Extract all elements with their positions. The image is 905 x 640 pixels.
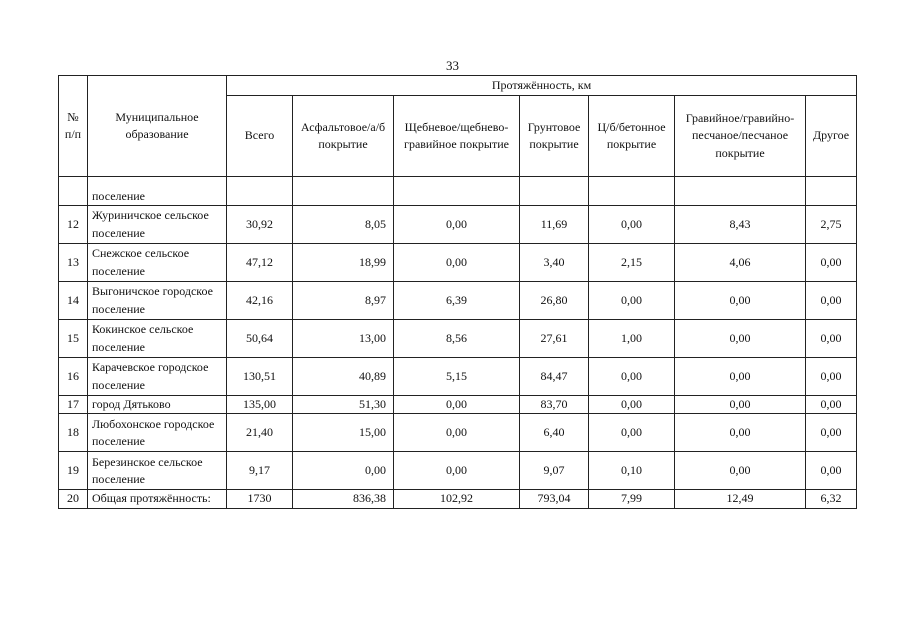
cell-asphalt: 51,30: [293, 396, 394, 414]
cell-total: 30,92: [227, 206, 293, 244]
table-row: [59, 320, 857, 358]
cell-gravel-sand: 4,06: [675, 244, 806, 282]
header-municipality: Муниципальное образование: [88, 76, 227, 177]
cell-municipality: город Дятьково: [88, 396, 227, 414]
cell-dirt: 3,40: [520, 244, 589, 282]
cell-other: 0,00: [806, 244, 857, 282]
cell-other: 2,75: [806, 206, 857, 244]
cell-gravel-crushed: 0,00: [394, 206, 520, 244]
cell-num: 17: [59, 396, 88, 414]
header-other: Другое: [806, 96, 857, 177]
cell-empty: [589, 177, 675, 206]
table-row: [59, 452, 857, 490]
cell-total: 47,12: [227, 244, 293, 282]
cell-gravel-crushed: 0,00: [394, 396, 520, 414]
cell-num: 14: [59, 282, 88, 320]
table-row-continuation: [59, 177, 857, 206]
cell-asphalt: 8,97: [293, 282, 394, 320]
cell-asphalt: 0,00: [293, 452, 394, 490]
cell-other: 0,00: [806, 282, 857, 320]
cell-asphalt: 40,89: [293, 358, 394, 396]
cell-gravel-sand: 0,00: [675, 358, 806, 396]
cell-dirt: 27,61: [520, 320, 589, 358]
cell-dirt: 6,40: [520, 414, 589, 452]
cell-concrete: 0,00: [589, 414, 675, 452]
cell-total: 130,51: [227, 358, 293, 396]
cell-num: 20: [59, 490, 88, 508]
cell-num: [59, 177, 88, 206]
cell-gravel-crushed: 6,39: [394, 282, 520, 320]
cell-empty: [227, 177, 293, 206]
cell-municipality: Выгоничское городское поселение: [88, 282, 227, 320]
table-row: [59, 358, 857, 396]
cell-municipality: Кокинское сельское поселение: [88, 320, 227, 358]
cell-municipality: поселение: [88, 177, 227, 206]
cell-asphalt: 8,05: [293, 206, 394, 244]
cell-concrete: 7,99: [589, 490, 675, 508]
cell-concrete: 0,00: [589, 396, 675, 414]
cell-gravel-crushed: 8,56: [394, 320, 520, 358]
table-row: [59, 282, 857, 320]
cell-gravel-sand: 0,00: [675, 452, 806, 490]
cell-municipality: Журиничское сельское поселение: [88, 206, 227, 244]
cell-gravel-sand: 0,00: [675, 282, 806, 320]
header-asphalt: Асфальтовое/а/б покрытие: [293, 96, 394, 177]
cell-gravel-crushed: 102,92: [394, 490, 520, 508]
cell-gravel-sand: 12,49: [675, 490, 806, 508]
cell-dirt: 26,80: [520, 282, 589, 320]
cell-gravel-crushed: 0,00: [394, 452, 520, 490]
cell-empty: [806, 177, 857, 206]
cell-municipality: Общая протяжённость:: [88, 490, 227, 508]
cell-municipality: Карачевское городское поселение: [88, 358, 227, 396]
cell-num: 15: [59, 320, 88, 358]
cell-concrete: 2,15: [589, 244, 675, 282]
cell-num: 13: [59, 244, 88, 282]
cell-dirt: 793,04: [520, 490, 589, 508]
cell-dirt: 84,47: [520, 358, 589, 396]
cell-empty: [520, 177, 589, 206]
road-length-table: [58, 75, 857, 509]
table-row-total: [59, 490, 857, 508]
table-row: [59, 414, 857, 452]
cell-concrete: 0,00: [589, 282, 675, 320]
cell-other: 0,00: [806, 396, 857, 414]
page-number: 33: [446, 58, 459, 73]
header-gravel-sand: Гравийное/гравийно-песчаное/песчаное покрытие: [675, 96, 806, 177]
cell-empty: [293, 177, 394, 206]
cell-total: 42,16: [227, 282, 293, 320]
cell-municipality: Снежское сельское поселение: [88, 244, 227, 282]
cell-gravel-crushed: 5,15: [394, 358, 520, 396]
cell-municipality: Березинское сельское поселение: [88, 452, 227, 490]
cell-total: 1730: [227, 490, 293, 508]
cell-dirt: 11,69: [520, 206, 589, 244]
cell-concrete: 0,00: [589, 358, 675, 396]
cell-gravel-sand: 8,43: [675, 206, 806, 244]
cell-concrete: 0,00: [589, 206, 675, 244]
table-row: [59, 206, 857, 244]
cell-empty: [394, 177, 520, 206]
cell-gravel-crushed: 0,00: [394, 244, 520, 282]
header-concrete: Ц/б/бетонное покрытие: [589, 96, 675, 177]
cell-municipality: Любохонское городское поселение: [88, 414, 227, 452]
cell-dirt: 9,07: [520, 452, 589, 490]
cell-gravel-sand: 0,00: [675, 396, 806, 414]
cell-dirt: 83,70: [520, 396, 589, 414]
cell-num: 16: [59, 358, 88, 396]
cell-num: 12: [59, 206, 88, 244]
table-row: [59, 396, 857, 414]
cell-gravel-sand: 0,00: [675, 320, 806, 358]
cell-empty: [675, 177, 806, 206]
header-gravel-crushed: Щебневое/щебнево-гравийное покрытие: [394, 96, 520, 177]
header-length-group: Протяжённость, км: [227, 76, 857, 96]
cell-asphalt: 15,00: [293, 414, 394, 452]
cell-num: 18: [59, 414, 88, 452]
cell-other: 0,00: [806, 414, 857, 452]
header-total: Всего: [227, 96, 293, 177]
header-num: № п/п: [59, 76, 88, 177]
cell-total: 50,64: [227, 320, 293, 358]
cell-concrete: 0,10: [589, 452, 675, 490]
cell-other: 0,00: [806, 358, 857, 396]
cell-other: 0,00: [806, 320, 857, 358]
cell-other: 6,32: [806, 490, 857, 508]
cell-total: 9,17: [227, 452, 293, 490]
cell-total: 135,00: [227, 396, 293, 414]
cell-asphalt: 836,38: [293, 490, 394, 508]
cell-other: 0,00: [806, 452, 857, 490]
cell-gravel-sand: 0,00: [675, 414, 806, 452]
cell-asphalt: 18,99: [293, 244, 394, 282]
cell-concrete: 1,00: [589, 320, 675, 358]
cell-gravel-crushed: 0,00: [394, 414, 520, 452]
cell-total: 21,40: [227, 414, 293, 452]
cell-asphalt: 13,00: [293, 320, 394, 358]
table-row: [59, 244, 857, 282]
header-dirt: Грунтовое покрытие: [520, 96, 589, 177]
cell-num: 19: [59, 452, 88, 490]
